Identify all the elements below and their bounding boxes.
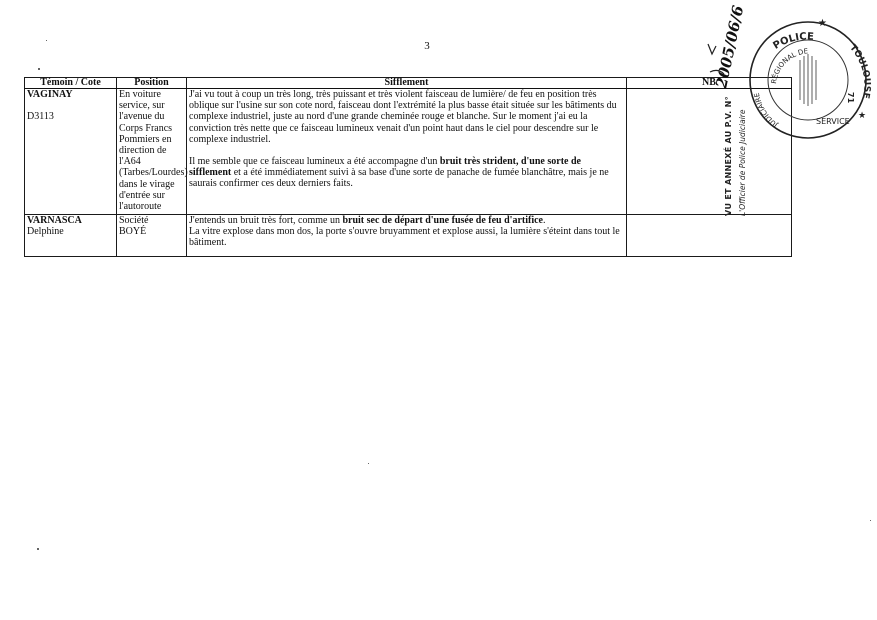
position-cell [117,89,187,215]
svg-text:TOULOUSE [847,43,871,99]
witness-name: VAGINAY [27,89,73,100]
svg-text:POLICE [771,31,814,51]
stamp-left-text: SERVICE [816,117,850,126]
officer-stamp-text: L'Officier de Police Judiciaire [738,109,747,216]
statement-text: J'entends un bruit très fort, comme un [189,214,343,226]
statement-text: et a été immédiatement suivi à sa base d'une sorte de panache de fumée blanchâtre, mais je ne saurais confirmer ces deux derniers faits. [189,167,609,190]
annexed-stamp-text: VU ET ANNEXÉ AU P.V. N° [724,96,733,216]
statement-paragraph [189,215,624,226]
position-text: Société [119,214,149,226]
statement-cell [187,89,627,215]
header-whistle: Sifflement [187,78,627,89]
star-icon: ★ [858,110,867,120]
position-cell [117,214,187,257]
witness-first-name: Delphine [27,225,64,237]
emblem-icon [800,54,816,106]
stamp-code: 71 [846,92,855,104]
stamp-mid-text: JUDICIAIRE [752,92,780,129]
stamp-arc-text: RÉGIONAL DE [769,47,809,85]
position-text: En voiture service, sur l'avenue du Corps Francs Pommiers en direction de l'A64 (Tarbes/Lourdes) dans le virage d'entrée sur l'autoroute [119,89,188,213]
scan-speck [368,463,369,464]
witness-cell [25,89,117,215]
handwritten-signature: 2005/06/6 [712,3,748,90]
table-row [25,214,792,257]
stamp-right-text: TOULOUSE [847,42,872,100]
scan-speck [38,68,40,70]
witness-cell [25,214,117,257]
page-number: 3 [424,40,430,52]
header-nb: NB [627,78,792,89]
table-row [25,89,792,215]
scan-speck [37,548,39,550]
position-text: BOYÉ [119,225,147,237]
svg-text:JUDICIAIRE [753,92,780,129]
header-position: Position [117,78,187,89]
testimony-table [24,77,792,257]
statement-paragraph: J'ai vu tout à coup un très long, très puissant et très violent faisceau de lumière/ de feu en position très oblique sur l'usine sur son cote nord, faisceau dont l'extrémité la plus basse était située sur les bâtiments du complexe industriel, juste au nord d'une grande cheminée rouge et blanche. Sur le moment j'ai eu la conviction très nette que ce faisceau lumineux venait d'un point haut dans le ciel pour descendre sur le complexe industriel. [189,89,617,145]
svg-text:RÉGIONAL DE [770,47,809,84]
witness-name: VARNASCA [27,214,82,226]
header-row [25,78,792,89]
statement-cell [187,214,627,257]
statement-paragraph: La vitre explose dans mon dos, la porte s'ouvre bruyamment et explose aussi, la lumière s'éteint dans tout le bâtiment. [189,225,620,249]
scan-speck [46,40,47,41]
statement-text: Il me semble que ce faisceau lumineux a été accompagne d'un [189,156,440,168]
statement-highlight: bruit très strident, d'une sorte de sifflement [189,156,581,179]
statement-highlight: bruit sec de départ d'une fusée de feu d'artifice [342,214,543,226]
statement-text: . [542,214,546,226]
scan-speck [870,520,871,521]
header-witness: Témoin / Cote [25,78,117,89]
stamp-top-text: POLICE [771,31,815,52]
statement-paragraph [189,156,624,190]
star-icon: ★ [818,18,827,29]
witness-code: D3113 [27,111,54,123]
